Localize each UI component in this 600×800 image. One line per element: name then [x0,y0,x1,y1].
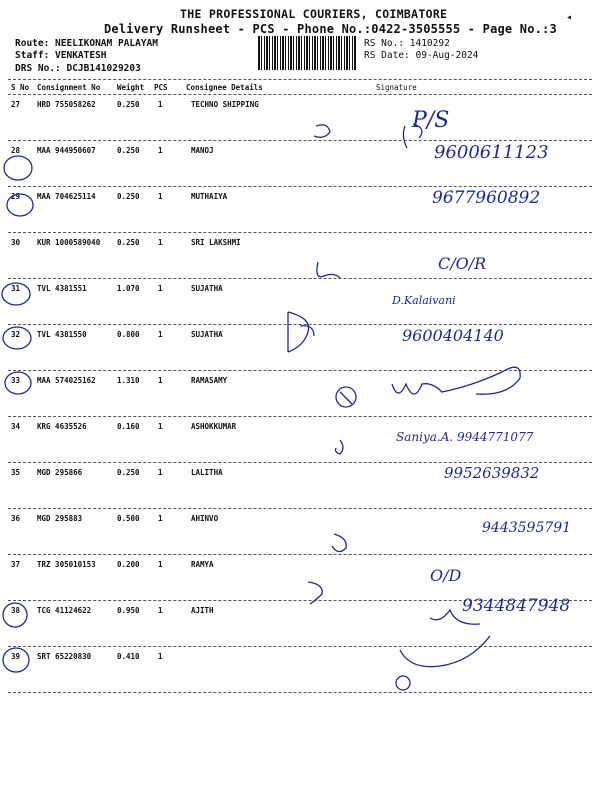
cell-cno: KRG 4635526 [37,422,87,431]
cell-consignee: SRI LAKSHMI [191,238,241,247]
cell-pcs: 1 [158,284,163,293]
col-weight: Weight [117,83,145,92]
sig-row-37: O/D [430,566,462,585]
cell-weight: 1.070 [117,284,140,293]
sig-row-27: P/S [412,108,450,133]
cell-consignee: SUJATHA [191,330,223,339]
cell-cno: MGD 295866 [37,468,83,477]
cell-consignee: RAMYA [191,560,214,569]
cell-sno: 37 [11,560,21,569]
cell-sno: 29 [11,192,21,201]
cell-weight: 0.950 [117,606,140,615]
cell-weight: 1.310 [117,376,140,385]
cell-consignee: TECHNO SHIPPING [191,100,259,109]
cell-consignee: SUJATHA [191,284,223,293]
sig-row-28: 9600611123 [434,142,549,163]
sig-row-32: 9600404140 [402,326,504,345]
cell-weight: 0.250 [117,192,140,201]
col-pcs: PCS [154,83,168,92]
cell-sno: 32 [11,330,21,339]
runsheet-subtitle: Delivery Runsheet - PCS - Phone No.:0422-3505555 - Page No.:3 [104,22,557,36]
cell-weight: 0.250 [117,100,140,109]
cell-sno: 28 [11,146,21,155]
cell-sno: 35 [11,468,21,477]
cell-cno: MAA 944950607 [37,146,96,155]
cell-weight: 0.200 [117,560,140,569]
cell-cno: HRD 755058262 [37,100,96,109]
cell-pcs: 1 [158,468,163,477]
cell-sno: 34 [11,422,21,431]
cell-consignee: AHINVO [191,514,219,523]
col-sno: S No [11,83,30,92]
cell-pcs: 1 [158,146,163,155]
sig-row-31: D.Kalaivani [392,294,456,307]
cell-weight: 0.500 [117,514,140,523]
cell-pcs: 1 [158,652,163,661]
cell-cno: TVL 4381551 [37,284,87,293]
cell-sno: 27 [11,100,21,109]
cell-consignee: RAMASAMY [191,376,228,385]
col-consignee: Consignee Details [186,83,263,92]
cell-consignee: ASHOKKUMAR [191,422,237,431]
cell-sno: 39 [11,652,21,661]
sig-row-29: 9677960892 [432,188,541,208]
cell-consignee: AJITH [191,606,214,615]
drs-number: DRS No.: DCJB141029203 [15,63,141,74]
cell-cno: TVL 4381550 [37,330,87,339]
cell-weight: 0.250 [117,468,140,477]
cell-consignee: MUTHAIYA [191,192,228,201]
sig-row-36: 9443595791 [482,520,572,536]
sig-row-30: C/O/R [438,254,487,273]
cell-consignee: MANOJ [191,146,214,155]
sig-row-34: Saniya.A. 9944771077 [396,430,534,444]
arrow-mark: ◂ [566,12,573,23]
cell-cno: MAA 704625114 [37,192,96,201]
rs-date: RS Date: 09-Aug-2024 [364,50,479,61]
route-label: Route: NEELIKONAM PALAYAM [15,38,158,49]
cell-sno: 36 [11,514,21,523]
sig-row-35: 9952639832 [444,464,540,482]
cell-sno: 38 [11,606,21,615]
cell-weight: 0.160 [117,422,140,431]
cell-sno: 33 [11,376,21,385]
cell-cno: TRZ 305010153 [37,560,96,569]
cell-cno: MAA 574025162 [37,376,96,385]
cell-pcs: 1 [158,100,163,109]
cell-cno: SRT 65220830 [37,652,92,661]
staff-label: Staff: VENKATESH [15,50,107,61]
cell-cno: KUR 1000589040 [37,238,101,247]
cell-pcs: 1 [158,560,163,569]
cell-weight: 0.410 [117,652,140,661]
cell-sno: 30 [11,238,21,247]
cell-pcs: 1 [158,422,163,431]
cell-sno: 31 [11,284,21,293]
cell-cno: MGD 295883 [37,514,83,523]
cell-pcs: 1 [158,376,163,385]
cell-pcs: 1 [158,514,163,523]
cell-weight: 0.250 [117,146,140,155]
rs-number: RS No.: 1410292 [364,38,450,49]
col-signature: Signature [376,83,417,92]
cell-pcs: 1 [158,606,163,615]
cell-cno: TCG 41124622 [37,606,92,615]
cell-consignee: LALITHA [191,468,223,477]
cell-pcs: 1 [158,330,163,339]
company-title: THE PROFESSIONAL COURIERS, COIMBATORE [180,7,448,21]
cell-weight: 0.250 [117,238,140,247]
cell-weight: 0.800 [117,330,140,339]
col-consignment: Consignment No [37,83,101,92]
cell-pcs: 1 [158,238,163,247]
sig-row-38: 9344847948 [462,596,571,616]
cell-pcs: 1 [158,192,163,201]
